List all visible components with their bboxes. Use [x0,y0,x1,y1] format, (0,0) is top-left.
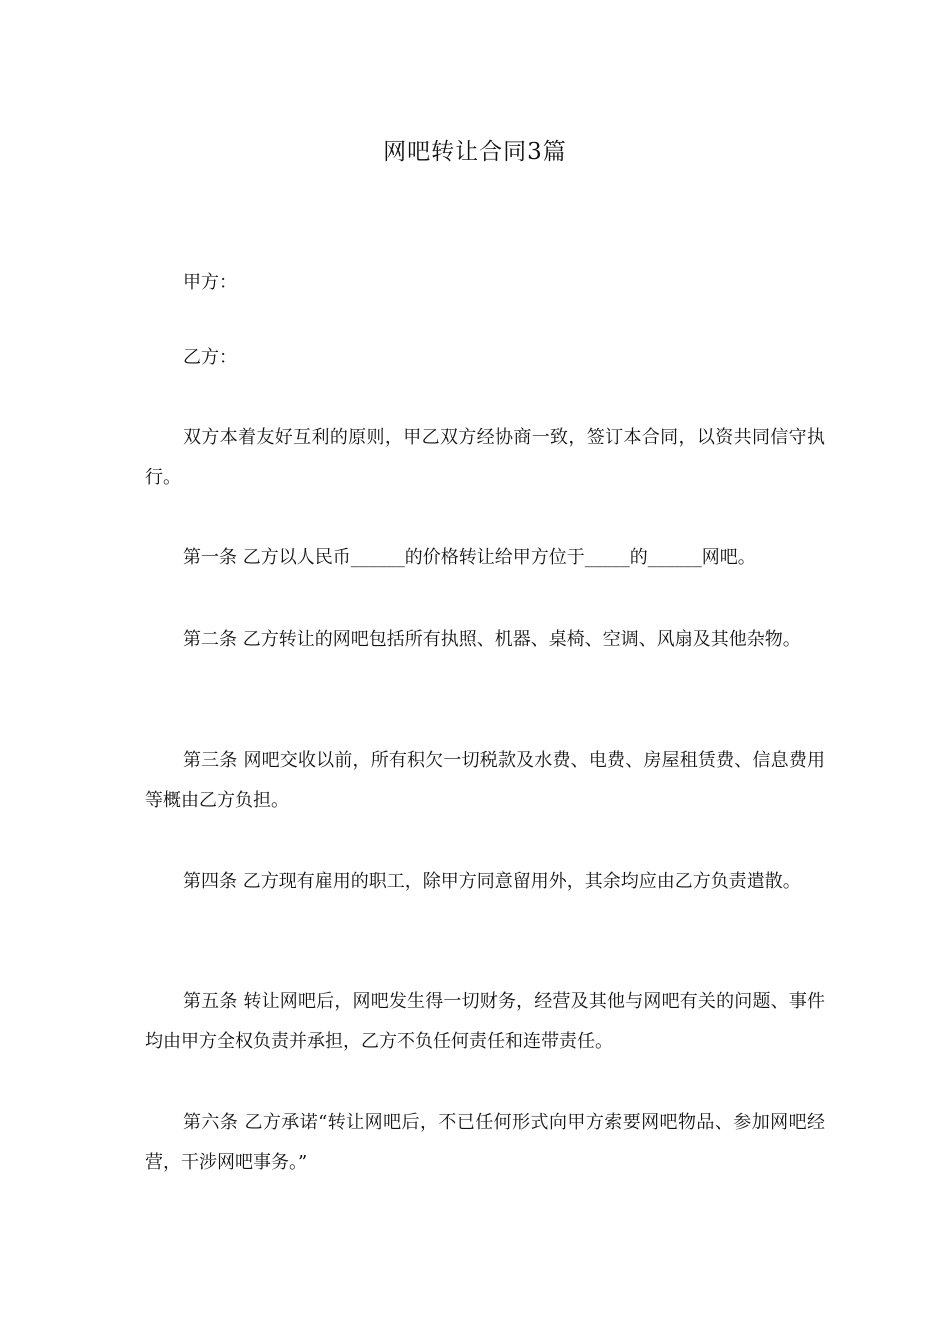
party-b-line: 乙方： [183,347,237,368]
party-a-line: 甲方： [183,272,237,293]
intro-paragraph: 双方本着友好互利的原则，甲乙双方经协商一致，签订本合同，以资共同信守执行。 [145,427,825,488]
article-3: 第三条 网吧交收以前，所有积欠一切税款及水费、电费、房屋租赁费、信息费用等概由乙方负担。 [145,750,825,811]
article-5: 第五条 转让网吧后，网吧发生得一切财务，经营及其他与网吧有关的问题、事件均由甲方全权负责并承担，乙方不负任何责任和连带责任。 [145,991,825,1052]
article-2: 第二条 乙方转让的网吧包括所有执照、机器、桌椅、空调、风扇及其他杂物。 [183,629,801,650]
article-4: 第四条 乙方现有雇用的职工，除甲方同意留用外，其余均应由乙方负责遣散。 [183,871,801,892]
document-title: 网吧转让合同3篇 [383,139,567,165]
article-1: 第一条 乙方以人民币______的价格转让给甲方位于_____的______网吧。 [183,547,756,568]
article-6: 第六条 乙方承诺“转让网吧后，不已任何形式向甲方索要网吧物品、参加网吧经营，干涉网吧事务。” [145,1112,825,1173]
